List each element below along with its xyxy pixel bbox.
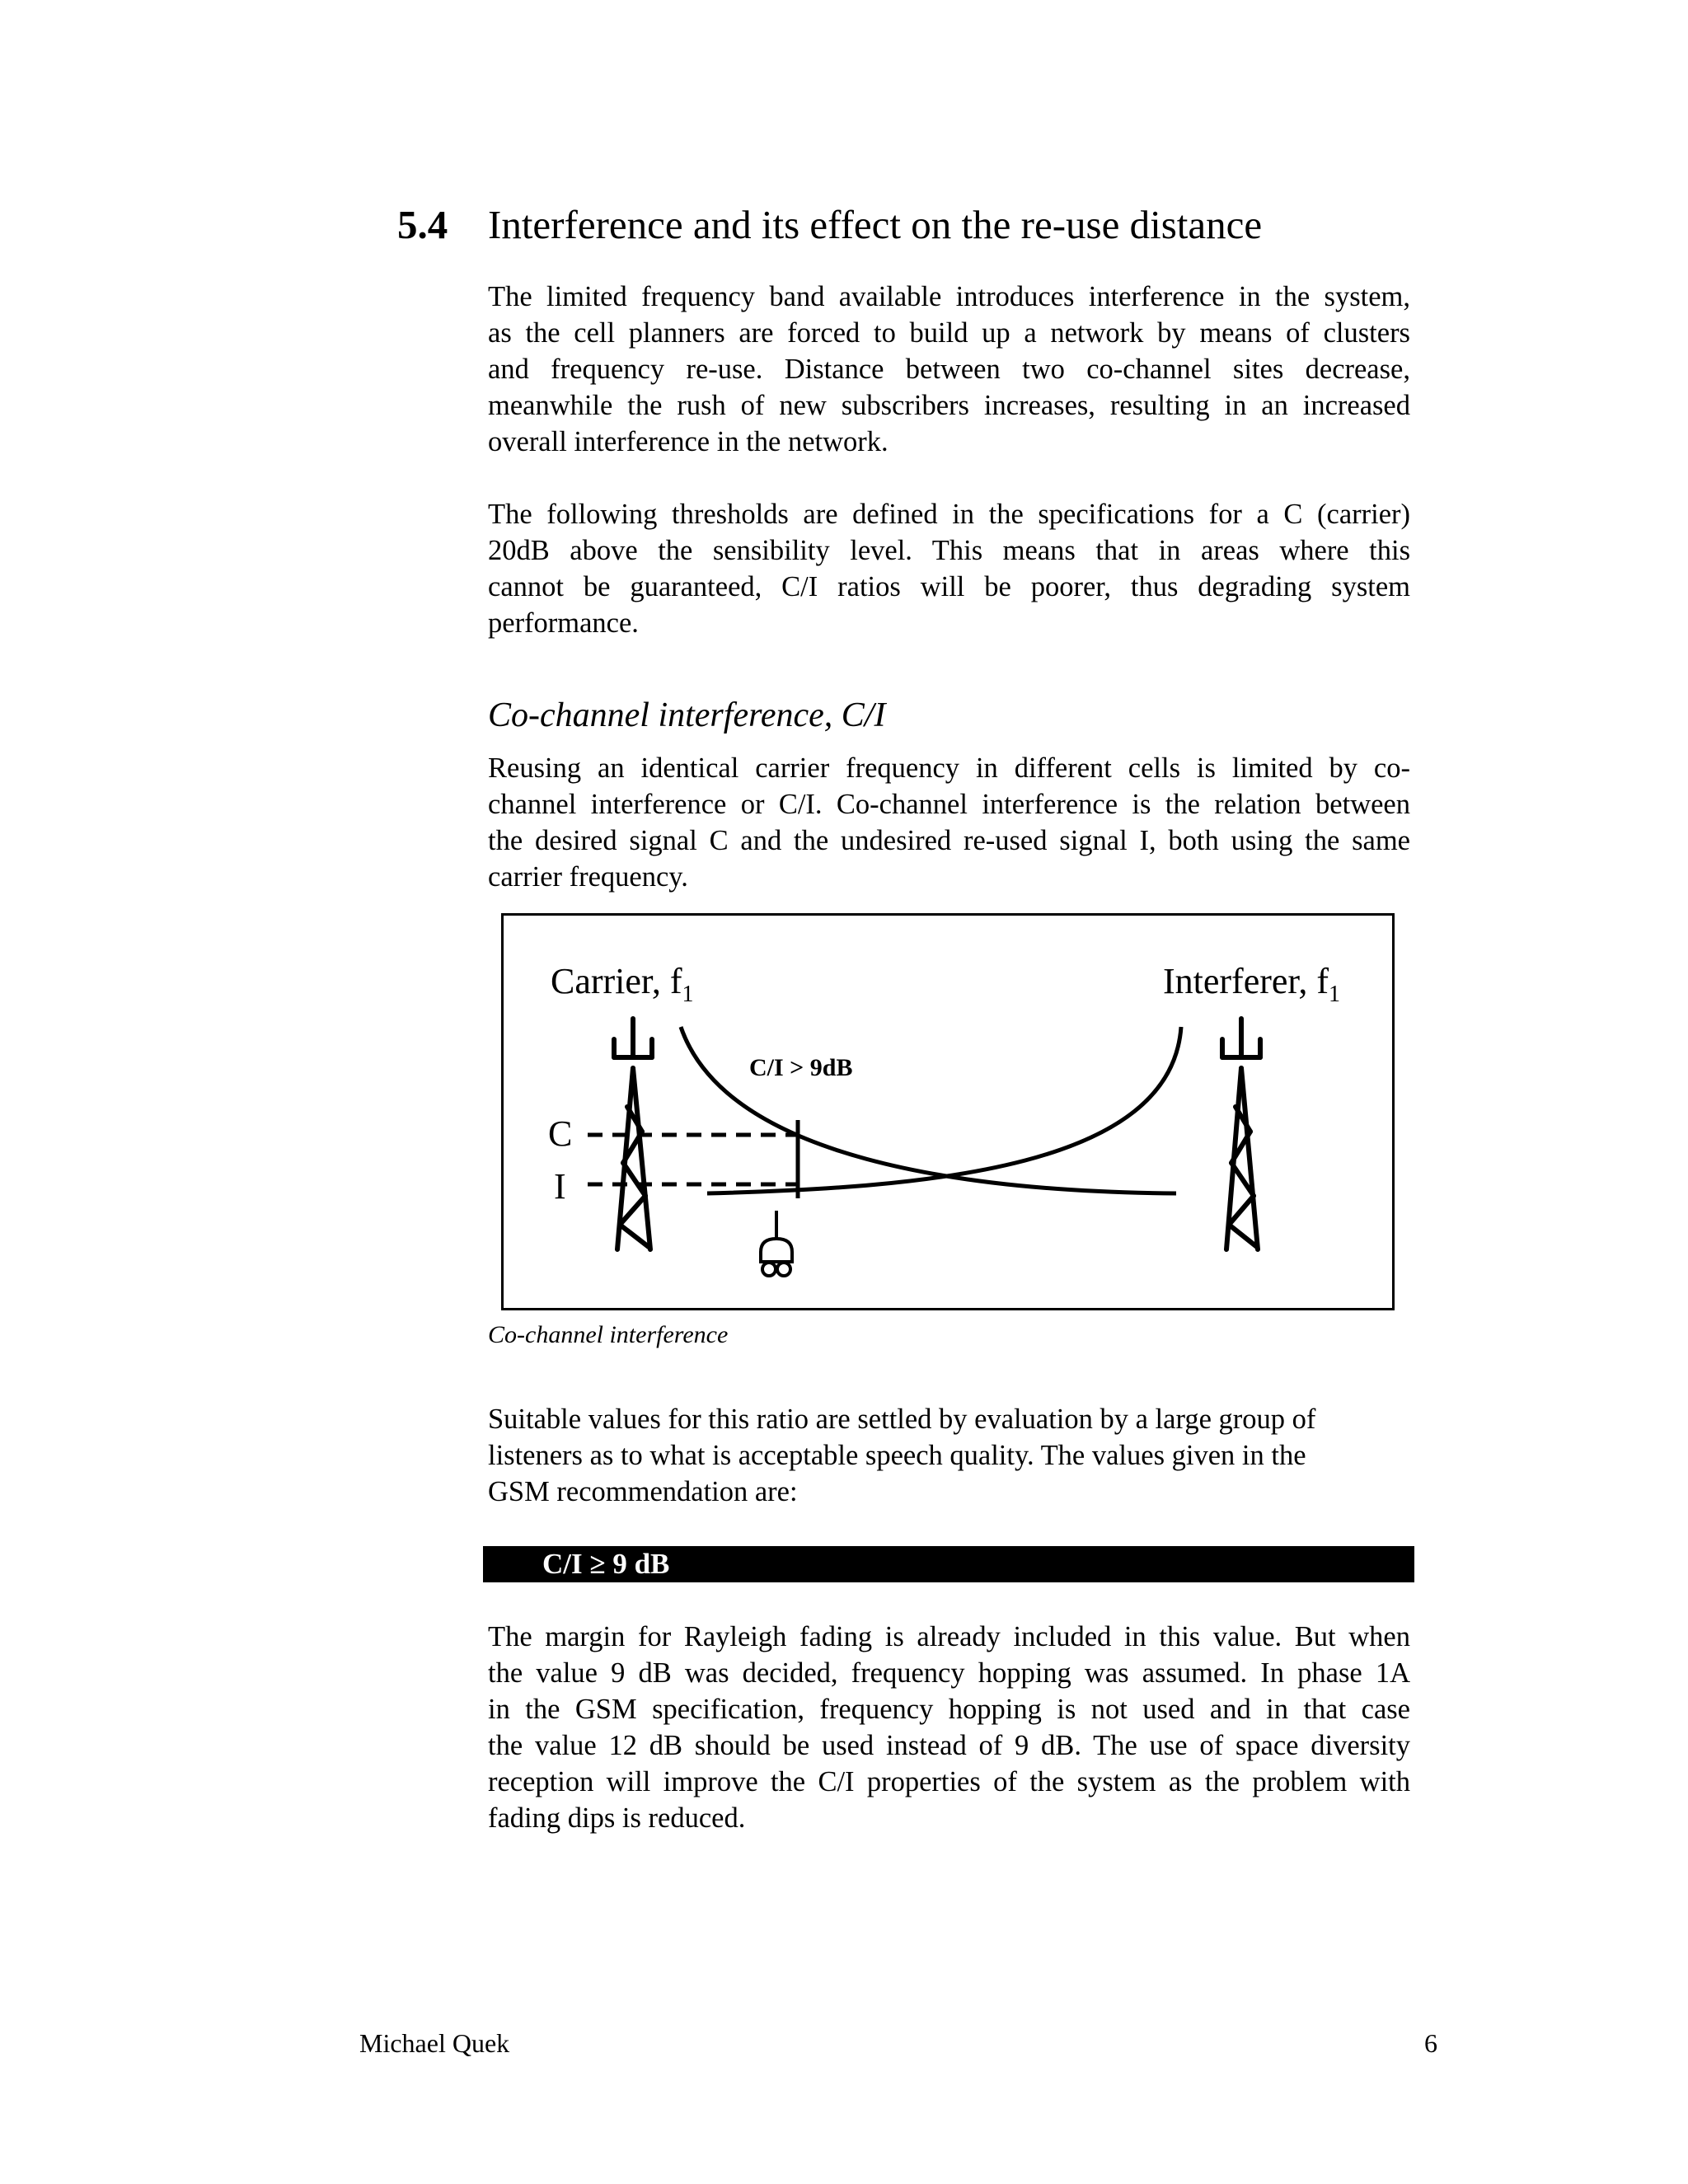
section-title: Interference and its effect on the re-use distance bbox=[488, 202, 1263, 247]
paragraph-line: meanwhile the rush of new subscribers increases, resulting in an increased bbox=[488, 390, 1410, 421]
paragraph-line: in the GSM specification, frequency hopping is not used and in that case bbox=[488, 1694, 1410, 1725]
paragraph-line: Suitable values for this ratio are settled by evaluation by a large group of bbox=[488, 1404, 1316, 1435]
paragraph-line: channel interference or C/I. Co-channel interference is the relation between bbox=[488, 789, 1410, 820]
figure-caption: Co-channel interference bbox=[488, 1321, 729, 1348]
paragraph-line: listeners as to what is acceptable speech quality. The values given in the bbox=[488, 1440, 1306, 1471]
i-level-label: I bbox=[554, 1166, 566, 1207]
paragraph-line: reception will improve the C/I properties of the system as the problem with bbox=[488, 1766, 1410, 1797]
section-heading bbox=[397, 196, 1436, 254]
paragraph-line: 20dB above the sensibility level. This means that in areas where this bbox=[488, 535, 1410, 566]
paragraph-margin bbox=[488, 1619, 1410, 1836]
paragraph-line: fading dips is reduced. bbox=[488, 1802, 746, 1834]
paragraph-line: performance. bbox=[488, 607, 639, 639]
paragraph-line: Reusing an identical carrier frequency in different cells is limited by co- bbox=[488, 752, 1410, 784]
footer-author: Michael Quek bbox=[359, 2028, 510, 2058]
subheading-cochannel: Co-channel interference, C/I bbox=[488, 696, 886, 734]
ratio-label: C/I > 9dB bbox=[749, 1054, 853, 1081]
paragraph-line: overall interference in the network. bbox=[488, 426, 889, 457]
interferer-label: Interferer, $f_1$ bbox=[1163, 961, 1340, 1007]
carrier-signal-curve bbox=[681, 1027, 1176, 1193]
paragraph-cochannel bbox=[488, 750, 1410, 895]
cochannel-diagram bbox=[504, 916, 1397, 1313]
paragraph-suitable bbox=[488, 1401, 1410, 1510]
paragraph-line: carrier frequency. bbox=[488, 861, 688, 893]
paragraph-line: the value 9 dB was decided, frequency hopping was assumed. In phase 1A bbox=[488, 1657, 1410, 1689]
paragraph-line: The following thresholds are defined in the specifications for a C (carrier) bbox=[488, 499, 1410, 530]
interferer-tower-icon bbox=[1222, 1019, 1260, 1249]
paragraph-thresholds bbox=[488, 496, 1410, 641]
footer-page-number: 6 bbox=[1424, 2028, 1437, 2058]
paragraph-line: The margin for Rayleigh fading is already included in this value. But when bbox=[488, 1621, 1410, 1652]
paragraph-line: cannot be guaranteed, C/I ratios will be poorer, thus degrading system bbox=[488, 571, 1410, 602]
paragraph-intro bbox=[488, 279, 1410, 460]
cochannel-figure bbox=[501, 913, 1395, 1310]
paragraph-line: and frequency re-use. Distance between two co-channel sites decrease, bbox=[488, 354, 1410, 385]
paragraph-line: as the cell planners are forced to build up a network by means of clusters bbox=[488, 317, 1410, 349]
carrier-label: Carrier, $f_1$ bbox=[551, 961, 694, 1007]
interferer-signal-curve bbox=[707, 1027, 1181, 1193]
paragraph-line: the desired signal C and the undesired re-used signal I, both using the same bbox=[488, 825, 1410, 856]
mobile-station-icon bbox=[761, 1211, 792, 1276]
paragraph-line: The limited frequency band available introduces interference in the system, bbox=[488, 281, 1410, 312]
ci-threshold-highlight: C/I ≥ 9 dB bbox=[483, 1546, 1414, 1582]
paragraph-line: GSM recommendation are: bbox=[488, 1476, 798, 1507]
c-level-label: C bbox=[548, 1113, 573, 1154]
section-number: 5.4 bbox=[397, 202, 448, 247]
paragraph-line: the value 12 dB should be used instead of 9 dB. The use of space diversity bbox=[488, 1730, 1410, 1761]
